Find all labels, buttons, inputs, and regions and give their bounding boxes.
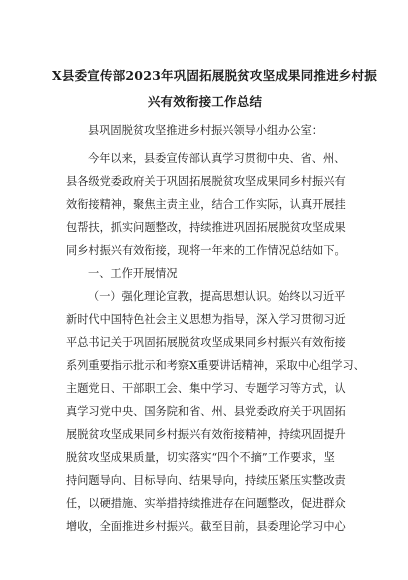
body-line: 持问题导向、目标导向、结果导向，持续压紧压实整改责 <box>66 474 346 487</box>
document-title-line-2: 兴有效衔接工作总结 <box>147 94 263 109</box>
section-heading: 一、工作开展情况 <box>88 267 178 280</box>
body-line: 展脱贫攻坚成果同乡村振兴有效衔接精神，持续巩固提升 <box>66 428 346 441</box>
body-line: （一）强化理论宣教，提高思想认识。始终以习近平 <box>88 290 346 303</box>
body-line: 主题党日、干部职工会、集中学习、专题学习等方式，认 <box>66 382 346 395</box>
body-line: 效衔接精神，聚焦主责主业，结合工作实际，认真开展挂 <box>66 198 346 211</box>
body-line: 脱贫攻坚成果质量，切实落实“四个不摘”工作要求，坚 <box>66 451 335 464</box>
body-line: 包帮扶，抓实问题整改，持续推进巩固拓展脱贫攻坚成果 <box>66 221 346 234</box>
recipient-line: 县巩固脱贫攻坚推进乡村振兴领导小组办公室： <box>88 124 323 137</box>
body-line: 县各级党委政府关于巩固拓展脱贫攻坚成果同乡村振兴有 <box>66 175 346 188</box>
body-line: 今年以来，县委宣传部认真学习贯彻中央、省、州、 <box>88 152 346 165</box>
body-line: 真学习党中央、国务院和省、州、县党委政府关于巩固拓 <box>66 405 346 418</box>
body-line: 增收，全面推进乡村振兴。截至目前，县委理论学习中心 <box>66 520 346 533</box>
body-line: 系列重要指示批示和考察X重要讲话精神，采取中心组学习、 <box>66 359 365 372</box>
document-title-line-1: X县委宣传部2023年巩固拓展脱贫攻坚成果同推进乡村振 <box>52 68 377 83</box>
body-line: 新时代中国特色社会主义思想为指导，深入学习贯彻习近 <box>66 313 346 326</box>
body-line: 任，以硬措施、实举措持续推进存在问题整改，促进群众 <box>66 497 346 510</box>
body-line: 平总书记关于巩固拓展脱贫攻坚成果同乡村振兴有效衔接 <box>66 336 346 349</box>
body-line: 同乡村振兴有效衔接，现将一年来的工作情况总结如下。 <box>66 244 346 257</box>
